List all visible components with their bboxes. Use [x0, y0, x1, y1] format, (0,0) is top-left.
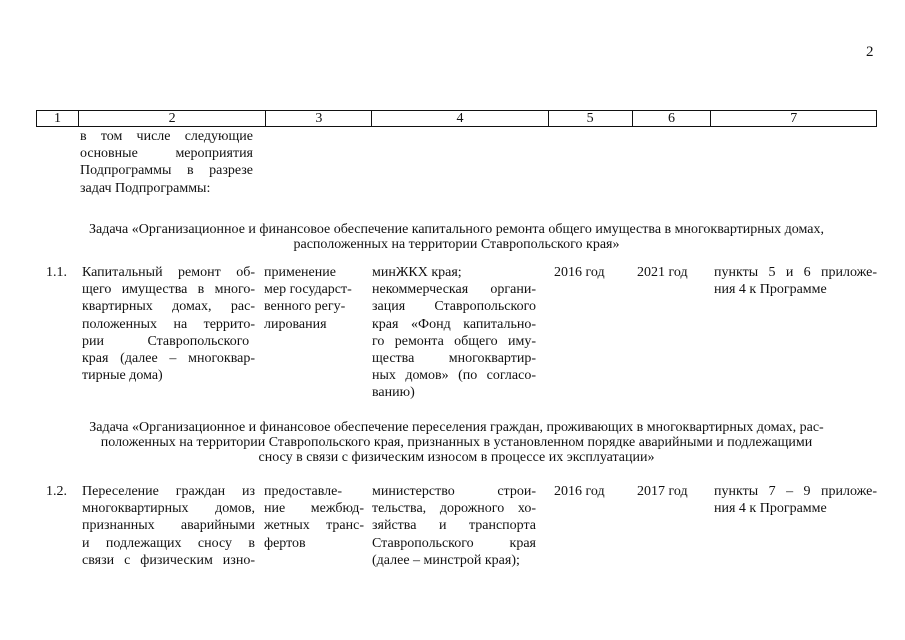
row-1-end-year: 2021 год — [637, 265, 688, 280]
task-line: сносу в связи с физическим износом в процессе их эксплуатации» — [258, 450, 655, 465]
cell-line: зяйства и транспорта — [372, 518, 536, 534]
row-2-number: 1.2. — [46, 484, 67, 499]
row-1-indicators — [714, 264, 877, 298]
cell-line: лирования — [264, 316, 327, 332]
cell-line: венного регу- — [264, 299, 346, 315]
task-line: Задача «Организационное и финансовое обеспечение переселения граждан, проживающих в многоквартирных домах, рас- — [89, 420, 824, 435]
cell-line: минЖКХ края; — [372, 265, 462, 280]
page-number: 2 — [866, 44, 874, 60]
cell-line: ния 4 к Программе — [714, 501, 827, 517]
cell-line: министерство строи- — [372, 484, 536, 499]
cell-line: пункты 7 – 9 приложе- — [714, 484, 877, 499]
row-2-indicators — [714, 483, 877, 517]
cell-line: ния 4 к Программе — [714, 282, 827, 298]
row-1-activity — [82, 264, 255, 384]
header-col-3: 3 — [266, 111, 372, 126]
header-col-7: 7 — [790, 111, 798, 126]
task-line: расположенных на территории Ставропольского края» — [293, 237, 620, 252]
cell-line: зация Ставропольского — [372, 299, 536, 315]
intro-line: Подпрограммы в разрезе — [80, 163, 253, 179]
cell-line: тельства, дорожного хо- — [372, 501, 536, 517]
row-2-executor — [372, 483, 536, 569]
cell-line: Ставропольского края — [372, 535, 536, 551]
cell-line: фертов — [264, 535, 306, 551]
cell-line: квартирных домах, рас- — [82, 299, 255, 315]
intro-line: основные мероприятия — [80, 146, 253, 162]
cell-line: го ремонта общего иму- — [372, 333, 536, 349]
cell-line: применение — [264, 265, 336, 280]
cell-line: ных домов» (по согласо- — [372, 368, 536, 384]
cell-line: ние межбюд- — [264, 501, 364, 517]
cell-line: положенных на террито- — [82, 316, 255, 332]
intro-line: задач Подпрограммы: — [80, 180, 211, 196]
header-col-4: 4 — [372, 111, 549, 126]
table-header-row — [36, 110, 877, 127]
cell-line: признанных аварийными — [82, 518, 255, 534]
row-2-end-year: 2017 год — [637, 484, 688, 499]
row-2-type — [264, 483, 364, 552]
row-1-number: 1.1. — [46, 265, 67, 280]
intro-line: в том числе следующие — [80, 129, 253, 144]
row-1-executor — [372, 264, 536, 402]
cell-line: (далее – минстрой края); — [372, 552, 520, 568]
cell-line: пункты 5 и 6 приложе- — [714, 265, 877, 280]
cell-line: ванию) — [372, 385, 415, 401]
cell-line: многоквартирных домов, — [82, 501, 255, 517]
cell-line: связи с физическим изно- — [82, 552, 255, 568]
task-1-heading — [36, 222, 877, 252]
cell-line: Переселение граждан из — [82, 484, 255, 499]
cell-line: некоммерческая органи- — [372, 282, 536, 298]
task-line: положенных на территории Ставропольского края, признанных в установленном порядке аварийными и подлежащими — [100, 435, 813, 450]
cell-line: края «Фонд капитально- — [372, 316, 536, 332]
header-col-2: 2 — [79, 111, 267, 126]
task-line: Задача «Организационное и финансовое обеспечение капитального ремонта общего имущества в многоквартирных домах, — [89, 222, 824, 237]
header-col-1: 1 — [37, 111, 79, 126]
cell-line: жетных транс- — [264, 518, 364, 534]
cell-line: мер государст- — [264, 282, 352, 298]
row-2-start-year: 2016 год — [554, 484, 605, 499]
cell-line: и подлежащих сносу в — [82, 535, 255, 551]
cell-line: края (далее – многоквар- — [82, 351, 255, 367]
task-2-heading — [36, 420, 877, 465]
cell-line: щего имущества в много- — [82, 282, 255, 298]
header-col-5: 5 — [549, 111, 633, 126]
cell-line: щества многоквартир- — [372, 351, 536, 367]
cell-line: Капитальный ремонт об- — [82, 265, 255, 280]
row-2-activity — [82, 483, 255, 569]
row-1-start-year: 2016 год — [554, 265, 605, 280]
cell-line: предоставле- — [264, 484, 342, 499]
cell-line: тирные дома) — [82, 368, 163, 384]
row-1-type — [264, 264, 364, 333]
intro-text — [80, 128, 253, 197]
cell-line: рии Ставропольского — [82, 333, 250, 349]
header-col-6: 6 — [633, 111, 712, 126]
